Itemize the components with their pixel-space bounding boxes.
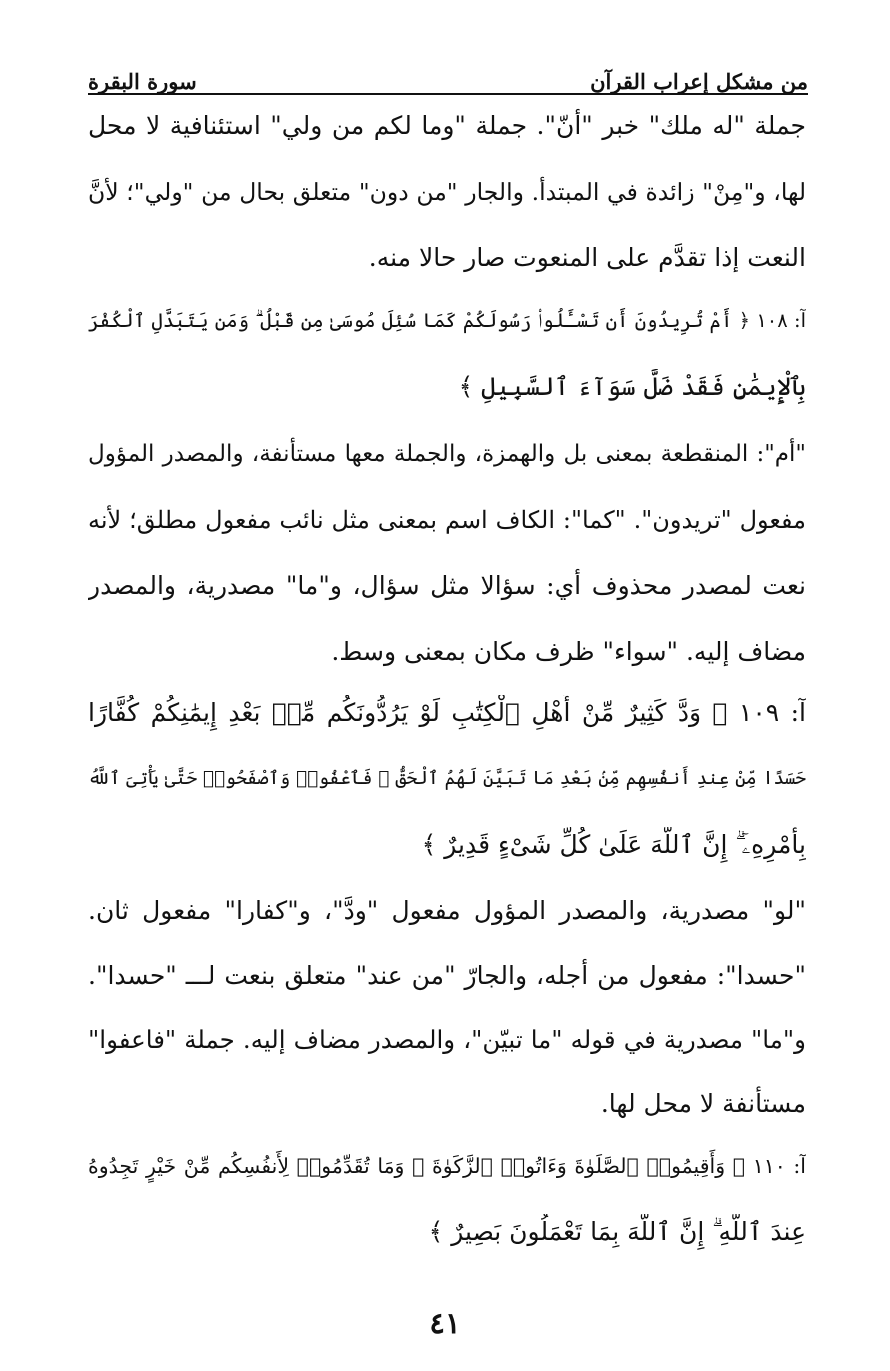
surah-title: سورة البقرة <box>88 69 197 94</box>
verse-line: حَسَدًا مِّنْ عِندِ أَنفُسِهِم مِّنۢ بَعْدِ مَا تَبَيَّنَ لَهُمُ ٱلْحَقُّ ۖ فَٱعْفُوا۟ وَٱصْفَحُوا۟ حَتَّىٰ يَأْتِىَ ٱللَّهُ <box>88 768 806 789</box>
book-title: من مشكل إعراب القرآن <box>590 69 808 94</box>
verse-line: آ: ١١٠ ﴿ وَأَقِيمُوا۟ ٱلصَّلَوٰةَ وَءَاتُوا۟ ٱلزَّكَوٰةَ ۚ وَمَا تُقَدِّمُوا۟ لِأَنفُسِكُم مِّنْ خَيْرٍ تَجِدُوهُ <box>88 1154 806 1178</box>
text-line: النعت إذا تقدَّم على المنعوت صار حالا منه. <box>368 243 806 272</box>
running-header <box>88 54 808 94</box>
text-line: مفعول "تريدون". "كما": الكاف اسم بمعنى مثل نائب مفعول مطلق؛ لأنه <box>88 506 806 534</box>
text-line: نعت لمصدر محذوف أي: سؤالا مثل سؤال، و"ما" مصدرية، والمصدر <box>88 571 806 600</box>
text-line: "أم": المنقطعة بمعنى بل والهمزة، والجملة معها مستأنفة، والمصدر المؤول <box>88 441 806 467</box>
text-line: و"ما" مصدرية في قوله "ما تبيّن"، والمصدر مضاف إليه. جملة "فاعفوا" <box>88 1025 806 1054</box>
verse-line: بِٱلْإِيمَٰنِ فَقَدْ ضَلَّ سَوَآءَ ٱلسَّبِيلِ ﴾ <box>458 372 806 401</box>
verse-line: آ: ١٠٩ ﴿ وَدَّ كَثِيرٌ مِّنْ أَهْلِ ٱلْكِتَٰبِ لَوْ يَرُدُّونَكُم مِّنۢ بَعْدِ إِيمَٰنِكُمْ كُفَّارًا <box>88 698 806 727</box>
text-line: جملة "له ملك" خبر "أنّ". جملة "وما لكم من ولي" استئنافية لا محل <box>88 111 806 140</box>
text-line: مستأنفة لا محل لها. <box>600 1089 806 1118</box>
verse-line: عِندَ ٱللَّهِ ۗ إِنَّ ٱللَّهَ بِمَا تَعْمَلُونَ بَصِيرٌ ﴾ <box>428 1217 806 1246</box>
verse-line: آ: ١٠٨ ﴿ أَمْ تُرِيدُونَ أَن تَسْـَٔلُوا۟ رَسُولَكُمْ كَمَا سُئِلَ مُوسَىٰ مِن قَبْلُ ۗ وَمَن يَتَبَدَّلِ ٱلْكُفْرَ <box>88 309 806 332</box>
text-line: مضاف إليه. "سواء" ظرف مكان بمعنى وسط. <box>331 637 806 666</box>
verse-line: بِأَمْرِهِۦٓ ۗ إِنَّ ٱللَّهَ عَلَىٰ كُلِّ شَىْءٍ قَدِيرٌ ﴾ <box>421 830 806 859</box>
text-line: "حسدا": مفعول من أجله، والجارّ "من عند" متعلق بنعت لـــ "حسدا". <box>88 961 806 990</box>
text-line: لها، و"مِنْ" زائدة في المبتدأ. والجار "من دون" متعلق بحال من "ولي"؛ لأنَّ <box>88 178 806 206</box>
page-number: ٤١ <box>429 1306 461 1340</box>
header-rule <box>88 93 808 95</box>
text-line: "لو" مصدرية، والمصدر المؤول مفعول "ودَّ"، و"كفارا" مفعول ثان. <box>88 896 806 925</box>
